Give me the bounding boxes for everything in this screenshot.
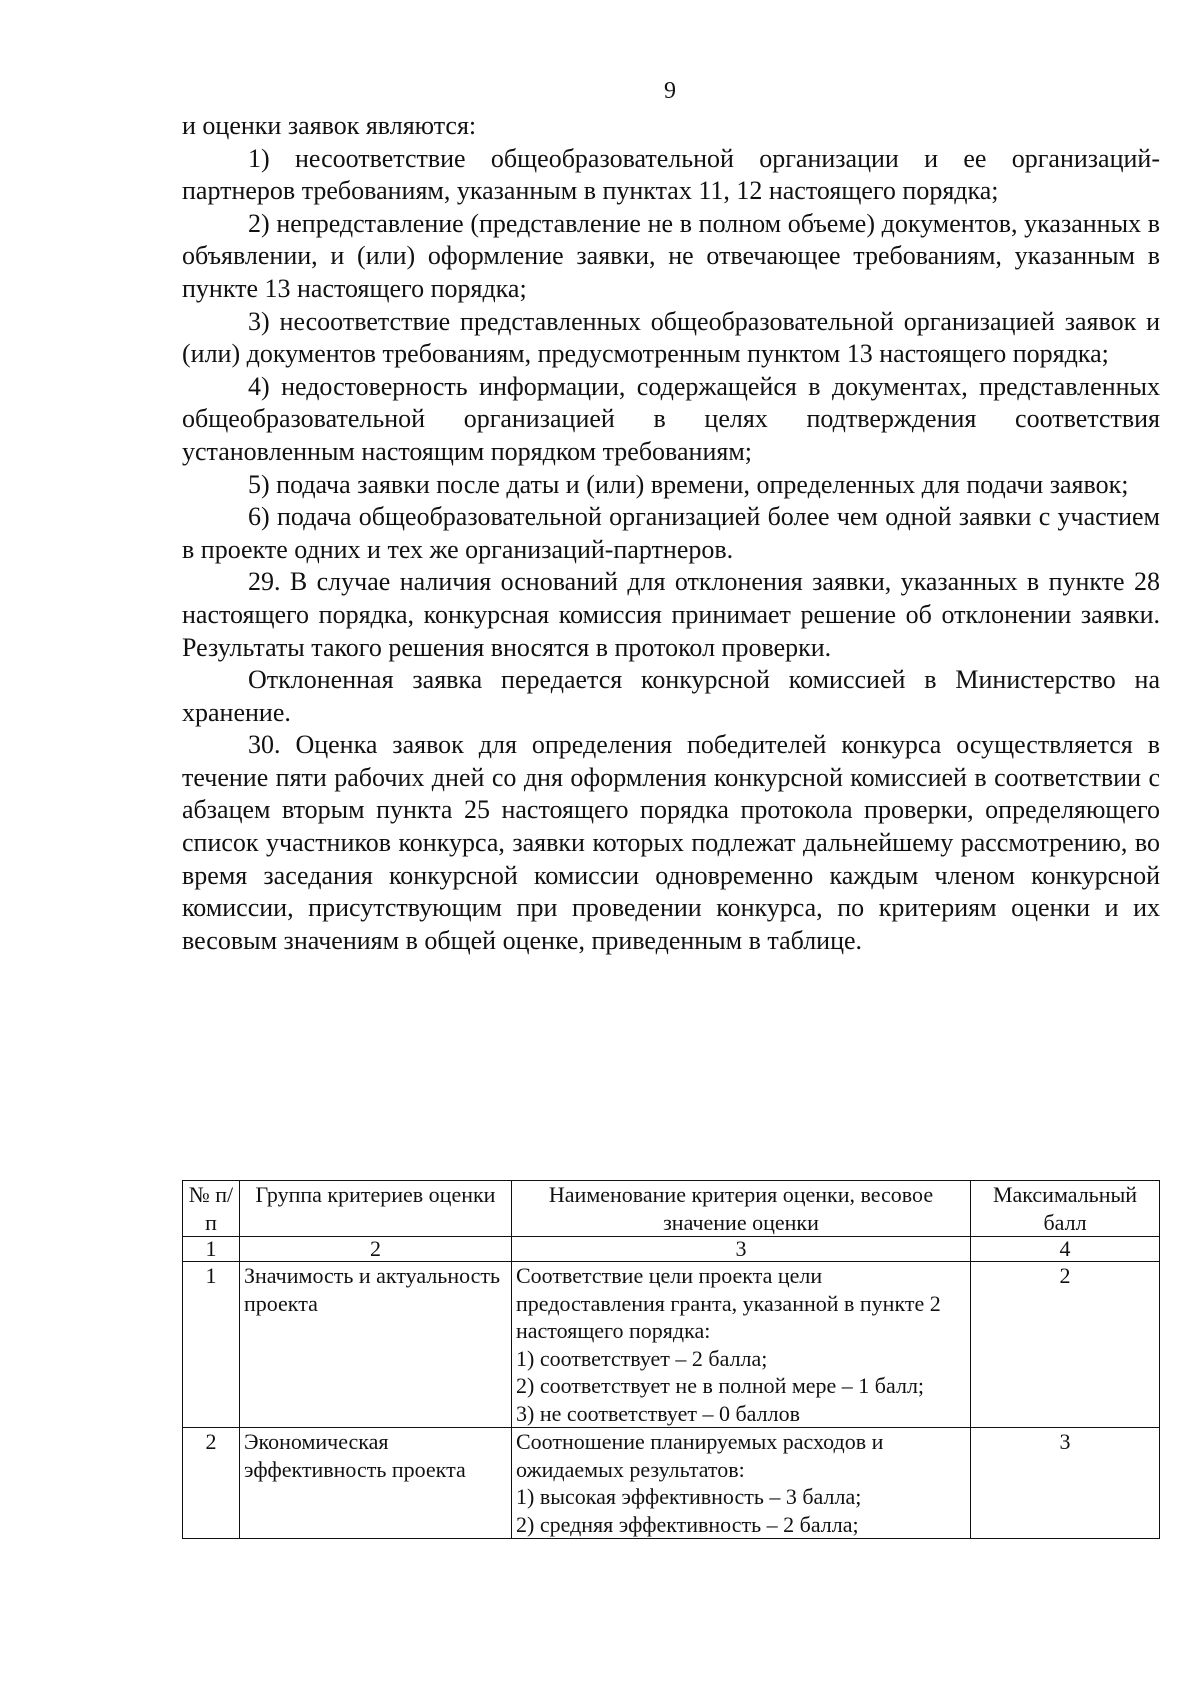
table-header-row bbox=[183, 1181, 1160, 1237]
criterion-line: 2) соответствует не в полной мере – 1 балл; bbox=[516, 1373, 925, 1398]
page-number: 9 bbox=[664, 78, 676, 104]
paragraph: 3) несоответствие представленных общеобразовательной организацией заявок и (или) документов требованиям, предусмотренным пунктом 13 настоящего порядка; bbox=[182, 306, 1160, 369]
criterion-line: 2) средняя эффективность – 2 балла; bbox=[516, 1511, 859, 1537]
criterion-line: 1) высокая эффективность – 3 балла; bbox=[516, 1484, 862, 1509]
criterion-line: 3) не соответствует – 0 баллов bbox=[516, 1400, 800, 1426]
table-row bbox=[183, 1262, 1160, 1428]
row-group: Значимость и актуальность проекта bbox=[240, 1262, 512, 1428]
column-number: 1 bbox=[183, 1237, 240, 1262]
body-text bbox=[182, 110, 1160, 957]
paragraph: и оценки заявок являются: bbox=[182, 111, 477, 140]
row-max: 3 bbox=[971, 1428, 1160, 1539]
column-number: 3 bbox=[512, 1237, 971, 1262]
criterion-line: Соотношение планируемых расходов и ожидаемых результатов: bbox=[516, 1429, 884, 1482]
table-row bbox=[183, 1428, 1160, 1539]
paragraph: 2) непредставление (представление не в полном объеме) документов, указанных в объявлении, и (или) оформление заявки, не отвечающее требованиям, указанным в пункте 13 настоящего порядка; bbox=[182, 208, 1160, 303]
header-name: Наименование критерия оценки, весовое значение оценки bbox=[512, 1181, 971, 1237]
row-num: 2 bbox=[183, 1428, 240, 1539]
header-num: № п/п bbox=[183, 1181, 240, 1237]
paragraph: 6) подача общеобразовательной организацией более чем одной заявки с участием в проекте одних и тех же организаций-партнеров. bbox=[182, 502, 1160, 564]
row-name bbox=[512, 1262, 971, 1428]
paragraph: Отклоненная заявка передается конкурсной комиссией в Министерство на хранение. bbox=[182, 665, 1160, 727]
row-name bbox=[512, 1428, 971, 1539]
column-numbers-row bbox=[183, 1237, 1160, 1262]
paragraph: 4) недостоверность информации, содержащейся в документах, представленных общеобразовательной организацией в целях подтверждения соответствия установленным настоящим порядком требованиям; bbox=[182, 371, 1160, 466]
paragraph: 29. В случае наличия оснований для отклонения заявки, указанных в пункте 28 настоящего порядка, конкурсная комиссия принимает решение об отклонении заявки. Результаты такого решения вносятся в протокол проверки. bbox=[182, 567, 1160, 662]
paragraph: 5) подача заявки после даты и (или) времени, определенных для подачи заявок; bbox=[248, 469, 1129, 499]
column-number: 4 bbox=[971, 1237, 1160, 1262]
paragraph: 1) несоответствие общеобразовательной организации и ее организаций-партнеров требованиям, указанным в пунктах 11, 12 настоящего порядка; bbox=[182, 143, 1160, 206]
criterion-line: 1) соответствует – 2 балла; bbox=[516, 1345, 768, 1371]
criteria-table bbox=[182, 1180, 1160, 1539]
column-number: 2 bbox=[240, 1237, 512, 1262]
paragraph: 30. Оценка заявок для определения победителей конкурса осуществляется в течение пяти рабочих дней со дня оформления конкурсной комиссией в соответствии с абзацем вторым пункта 25 настоящего порядка протокола проверки, определяющего список участников конкурса, заявки которых подлежат дальнейшему рассмотрению, во время заседания конкурсной комиссии одновременно каждым членом конкурсной комиссии, присутствующим при проведении конкурса, по критериям оценки и их весовым значениям в общей оценке, приведенным в таблице. bbox=[182, 730, 1160, 955]
row-num: 1 bbox=[183, 1262, 240, 1428]
header-group: Группа критериев оценки bbox=[240, 1181, 512, 1237]
header-max: Максимальный балл bbox=[971, 1181, 1160, 1237]
criterion-line: Соответствие цели проекта цели предоставления гранта, указанной в пункте 2 настоящего порядка: bbox=[516, 1263, 941, 1343]
row-group: Экономическая эффективность проекта bbox=[240, 1428, 512, 1539]
row-max: 2 bbox=[971, 1262, 1160, 1428]
